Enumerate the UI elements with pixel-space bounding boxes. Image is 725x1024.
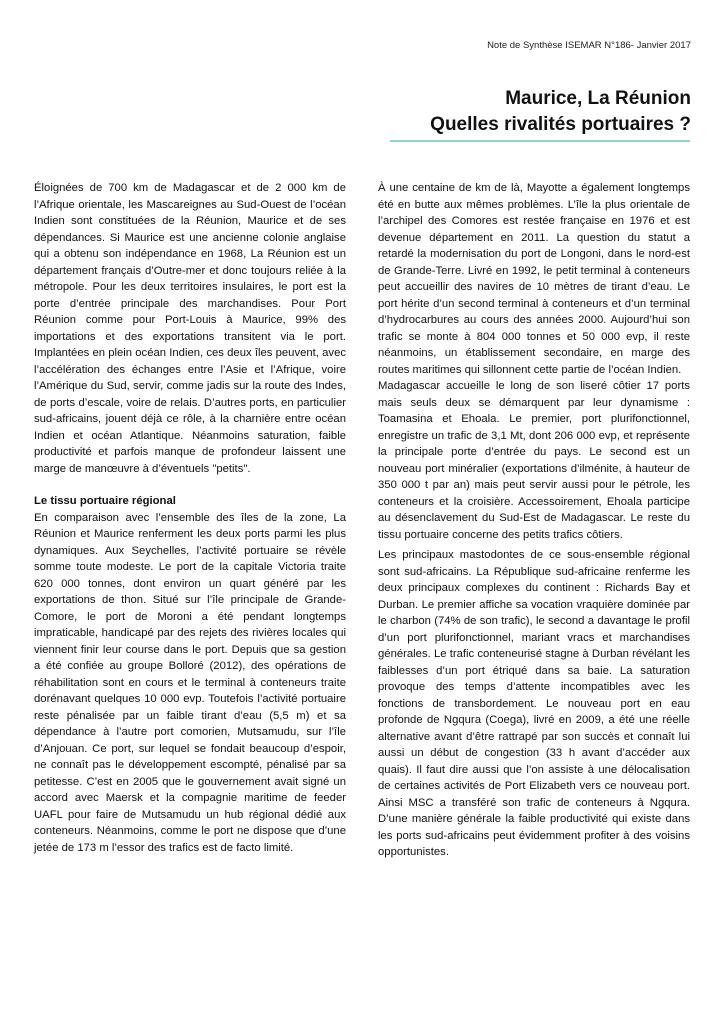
mayotte-paragraph: À une centaine de km de là, Mayotte a également longtemps été en butte aux mêmes problèmes. L’île la plus orientale de l’archipel des Comores est restée française en 1976 et est devenue département en 2011. La question du statut a retardé la modernisation du port de Longoni, dans le nord-est de Grande-Terre. Livré en 1992, le petit terminal à conteneurs peut accueillir des navires de 10 mètres de tirant d’eau. Le port hérite d’un second terminal à conteneurs et d’un terminal d’hydrocarbures au cours des années 2000. Aujourd’hui son trafic se monte à 804 000 tonnes et 50 000 evp, il reste néanmoins, un établissement secondaire, en marge des routes maritimes qui sillonnent cette partie de l’océan Indien. (378, 182, 690, 376)
title-line-1: Maurice, La Réunion (505, 88, 691, 109)
section-heading: Le tissu portuaire régional (34, 495, 176, 507)
right-column (378, 180, 690, 861)
document-title (430, 86, 691, 138)
intro-paragraph: Éloignées de 700 km de Madagascar et de 2 000 km de l’Afrique orientale, les Mascareignes au Sud-Ouest de l’océan Indien sont constituées de la Réunion, Maurice et de ses dépendances. Si Maurice est une ancienne colonie anglaise qui a obtenu son indépendance en 1968, La Réunion est un département français d’Outre-mer et donc toujours reliée à la métropole. Pour les deux territoires insulaires, le port est la porte d’entrée principale des marchandises. Pour Port Réunion comme pour Port-Louis à Maurice, 99% des importations et des exportations transitent via le port. Implantées en plein océan Indien, ces deux îles peuvent, avec l’accélération des échanges entre l’Asie et l’Afrique, voire l’Amérique du Sud, servir, comme jadis sur la route des Indes, de ports d’escale, voire de relais. D’autres ports, en particulier sud-africains, jouent déjà ce rôle, à la charnière entre océan Indien et océan Atlantique. Néanmoins saturation, faible productivité et parfois manque de profondeur laissent une marge de manœuvre à d’éventuels "petits". (34, 182, 346, 475)
section-body-paragraph: En comparaison avec l’ensemble des îles de la zone, La Réunion et Maurice renferment les deux ports parmi les plus dynamiques. Aux Seychelles, l’activité portuaire se révèle somme toute modeste. Le port de la capitale Victoria traite 620 000 tonnes, dont environ un quart généré par les exportations de thon. Situé sur l’île principale de Grande-Comore, le port de Moroni a été pendant longtemps impraticable, handicapé par des rejets des rivières locales qui viennent finir leur course dans le port. Depuis que sa gestion a été confiée au groupe Bolloré (2012), des opérations de réhabilitation sont en cours et le terminal à conteneurs traite dorénavant quelques 10 000 evp. Toutefois l’activité portuaire reste pénalisée par un faible tirant d’eau (5,5 m) et sa dépendance à l’autre port comorien, Mutsamudu, sur l’île d’Anjouan. Ce port, sur lequel se fondait beaucoup d’espoir, ne connaît pas le développement escompté, pénalisé par sa petitesse. C’est en 2005 que le gouvernement avait signé un accord avec Maersk et la compagnie maritime de feeder UAFL pour faire de Mutsamudu un hub régional dédié aux conteneurs. Néanmoins, comme le port ne dispose que d’une jetée de 173 m l’essor des trafics est de facto limité. (34, 511, 346, 854)
madagascar-paragraph: Madagascar accueille le long de son liseré côtier 17 ports mais seuls deux se démarquent par leur dynamisme : Toamasina et Ehoala. Le premier, port plurifonctionnel, enregistre un trafic de 3,1 Mt, dont 206 000 evp, et représente la principale porte d’entrée du pays. Le second est un nouveau port minéralier (exportations d’ilménite, à hauteur de 350 000 t par an) mais peut servir aussi pour le pétrole, les conteneurs et la croisière. Accessoirement, Ehoala participe au désenclavement du Sud-Est de Madagascar. Le reste du tissu portuaire concerne des petits trafics côtiers. (378, 380, 690, 541)
running-header: Note de Synthèse ISEMAR N°186- Janvier 2017 (487, 40, 691, 51)
left-column (34, 180, 346, 856)
title-underline-rule (390, 140, 690, 142)
south-africa-paragraph: Les principaux mastodontes de ce sous-ensemble régional sont sud-africains. La République sud-africaine renferme les deux principaux complexes du continent : Richards Bay et Durban. Le premier affiche sa vocation vraquière dominée par le charbon (74% de son trafic), le second a davantage le profil d’un port plurifonctionnel, mariant vracs et marchandises générales. Le trafic conteneurisé stagne à Durban révélant les faiblesses d’un port étriqué dans sa baie. La saturation provoque des temps d’attente incompatibles avec les fonctions de transbordement. Le nouveau port en eau profonde de Ngqura (Coega), livré en 2009, a été une réelle alternative avant d’être rattrapé par son succès et connaît lui aussi un début de congestion (33 h avant d’accéder aux quais). Il faut dire aussi que l’on assiste à une délocalisation de certaines activités de Port Elizabeth vers ce nouveau port. Ainsi MSC a transféré son trafic de conteneurs à Ngqura. D’une manière générale la faible productivité qui existe dans les ports sud-africains peut évidemment profiter à des voisins opportunistes. (378, 549, 690, 858)
title-line-2: Quelles rivalités portuaires ? (430, 114, 691, 135)
